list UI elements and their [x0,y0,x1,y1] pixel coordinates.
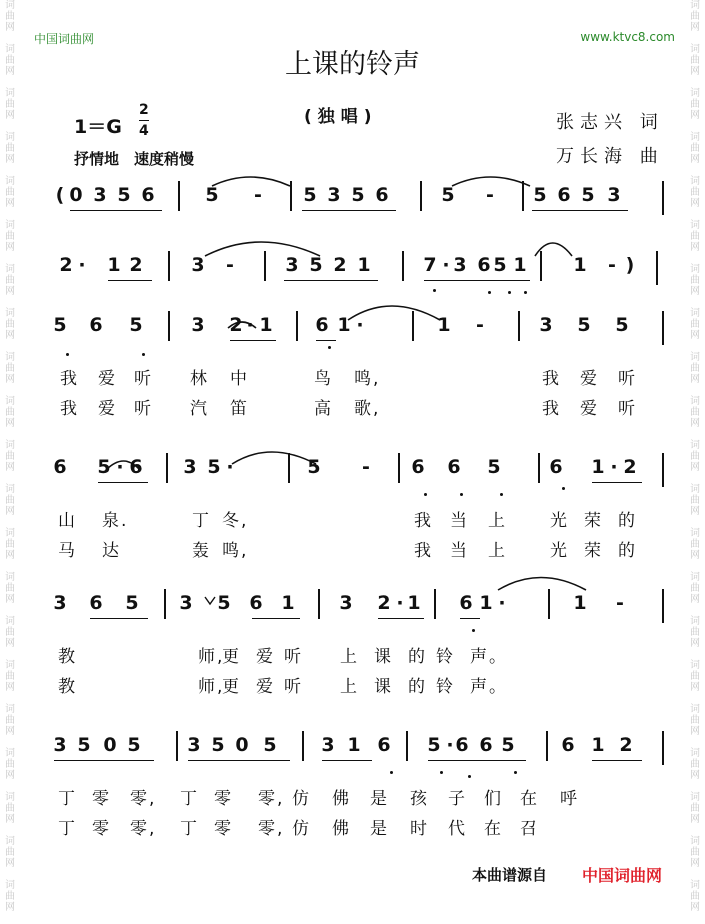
note: - [476,314,484,336]
lyric-syllable: 我 [60,369,79,389]
note: 6 [377,734,391,756]
site-name-left[interactable]: 中国词曲网 [34,32,95,46]
note: 2 [333,254,347,276]
octave-dot [66,353,69,356]
note: 6 [375,184,389,206]
note: · [116,456,124,478]
tie [232,452,316,464]
lyric-syllable: 零 [92,819,111,839]
lyric-syllable: 听 [134,369,153,389]
barline [662,731,664,765]
barline [176,731,178,761]
beam-underline [54,760,154,761]
barline [518,311,520,341]
beam-underline [428,760,526,761]
lyric-syllable: 我 [414,541,433,561]
lyric-syllable: 鸟 [314,369,333,389]
lyric-syllable: 零 [214,789,233,809]
note: 5 [127,734,141,756]
beam-underline [460,618,480,619]
note: 5 [309,254,323,276]
note: - [608,254,616,276]
time-signature [139,100,149,141]
lyric-syllable: 师, [198,647,225,667]
note: 5 [77,734,91,756]
lyric-syllable: 铃 [436,647,455,667]
lyric-syllable: 时 [410,819,429,839]
note: 2 [623,456,637,478]
lyric-syllable: 光 [550,511,569,531]
note: 6 [561,734,575,756]
note: 6 [89,592,103,614]
lyric-syllable: 爱 [580,399,599,419]
lyric-syllable: 更 [222,647,241,667]
barline [540,251,542,281]
lyric-syllable: 课 [374,647,393,667]
lyric-syllable: 轰 [192,541,211,561]
note: 5 [97,456,111,478]
note: 5 [303,184,317,206]
note: 1 [337,314,351,336]
lyric-syllable: 仿 [292,789,311,809]
note: 1 [513,254,527,276]
barline [548,589,550,619]
note: 5 [117,184,131,206]
note: 5 [129,314,143,336]
lyric-syllable: 我 [542,399,561,419]
note: 1 [107,254,121,276]
lyric-syllable: 鸣, [354,369,381,389]
lyric-syllable: 我 [414,511,433,531]
note: · [246,314,254,336]
lyric-syllable: 爱 [98,369,117,389]
barline [288,453,290,483]
note: 0 [103,734,117,756]
lyric-syllable: 中 [230,369,249,389]
lyric-syllable: 爱 [98,399,117,419]
note: 1 [591,734,605,756]
site-url-right[interactable]: www.ktvc8.com [580,30,675,44]
lyric-syllable: 当 [450,541,469,561]
beam-underline [90,618,148,619]
note: 5 [53,314,67,336]
note: 6 [129,456,143,478]
barline [662,311,664,345]
source-label: 本曲谱源自 [472,866,548,884]
lyric-syllable: 听 [284,647,303,667]
beam-underline [322,760,372,761]
lyric-syllable: 零 [214,819,233,839]
note: 3 [179,592,193,614]
barline [406,731,408,761]
composer-credit: 万长海 曲 [556,146,664,167]
note: 3 [191,314,205,336]
note: 2 [129,254,143,276]
note: · [226,456,234,478]
lyric-syllable: 光 [550,541,569,561]
lyric-syllable: 丁 [192,511,211,531]
lyric-syllable: 是 [370,789,389,809]
watermark-left: 词 曲 网 词 曲 网 词 曲 网 词 曲 网 词 曲 网 词 曲 网 词 曲 网 词 曲 网 词 曲 网 词 曲 网 词 曲 网 词 曲 网 词 曲 网 词 曲 网 词 曲 网 词 曲 网 词 曲 网 词 曲 网 词 曲 网 词 曲 网 词 曲 网 [5,0,15,913]
lyric-syllable: 教 [58,647,77,667]
note: 6 [459,592,473,614]
octave-dot [500,493,503,496]
lyric-syllable: 马 [58,541,77,561]
note: 3 [187,734,201,756]
lyric-syllable: 笛 [230,399,249,419]
note: 6 [411,456,425,478]
lyric-syllable: 零, [130,789,157,809]
note: 7 [423,254,437,276]
lyric-syllable: 当 [450,511,469,531]
octave-dot [433,289,436,292]
lyric-syllable: 在 [484,819,503,839]
note: ) [625,254,635,276]
lyric-syllable: 泉. [102,511,129,531]
note: 5 [205,184,219,206]
lyric-syllable: 鸣, [222,541,249,561]
note: 2 [377,592,391,614]
octave-dot [472,629,475,632]
note: 1 [479,592,493,614]
octave-dot [488,291,491,294]
note: 6 [447,456,461,478]
lyric-syllable: 孩 [410,789,429,809]
lyric-syllable: 歌, [354,399,381,419]
octave-dot [142,353,145,356]
note: 0 [69,184,83,206]
lyric-syllable: 爱 [580,369,599,389]
lyric-syllable: 铃 [436,677,455,697]
beam-underline [70,210,162,211]
barline [166,453,168,483]
lyric-syllable: 佛 [332,819,351,839]
note: · [356,314,364,336]
note: 5 [351,184,365,206]
tie [498,578,586,591]
lyric-syllable: 我 [60,399,79,419]
note: 5 [427,734,441,756]
lyric-syllable: 丁 [58,789,77,809]
note: 1 [573,592,587,614]
barline [296,311,298,341]
barline [522,181,524,211]
note: 5 [263,734,277,756]
note: 5 [307,456,321,478]
note: 6 [53,456,67,478]
barline [662,589,664,623]
lyricist-credit: 张志兴 词 [556,112,664,133]
barline [402,251,404,281]
barline [178,181,180,211]
barline [662,181,664,215]
note: 1 [591,456,605,478]
beam-underline [424,280,530,281]
lyric-syllable: 仿 [292,819,311,839]
note: 6 [455,734,469,756]
lyric-syllable: 呼 [560,789,579,809]
lyric-syllable: 的 [618,511,637,531]
lyric-syllable: 荣 [584,541,603,561]
note: ( [55,184,65,206]
barline [656,251,658,285]
note: 5 [125,592,139,614]
lyric-syllable: 零, [258,819,285,839]
note: 2 [59,254,73,276]
note: 6 [479,734,493,756]
lyric-syllable: 教 [58,677,77,697]
beam-underline [188,760,290,761]
watermark-right: 词 曲 网 词 曲 网 词 曲 网 词 曲 网 词 曲 网 词 曲 网 词 曲 网 词 曲 网 词 曲 网 词 曲 网 词 曲 网 词 曲 网 词 曲 网 词 曲 网 词 曲 网 词 曲 网 词 曲 网 词 曲 网 词 曲 网 词 曲 网 词 曲 网 [690,0,700,913]
lyric-syllable: 汽 [190,399,209,419]
note: 3 [53,734,67,756]
lyric-syllable: 是 [370,819,389,839]
barline [538,453,540,483]
source-site-link[interactable]: 中国词曲网 [582,866,663,885]
lyric-syllable: 爱 [256,677,275,697]
octave-dot [424,493,427,496]
note: 3 [453,254,467,276]
note: 3 [285,254,299,276]
note: - [616,592,624,614]
lyric-syllable: 在 [520,789,539,809]
lyric-syllable: 丁 [58,819,77,839]
barline [318,589,320,619]
note: 3 [93,184,107,206]
note: 3 [53,592,67,614]
note: 5 [217,592,231,614]
beam-underline [316,340,336,341]
note: - [486,184,494,206]
note: 5 [487,456,501,478]
lyric-syllable: 声。 [470,647,508,667]
barline [412,311,414,341]
barline [398,453,400,483]
lyric-syllable: 们 [484,789,503,809]
note: 5 [441,184,455,206]
note: - [226,254,234,276]
lyric-syllable: 零 [92,789,111,809]
note: 3 [327,184,341,206]
note: 6 [141,184,155,206]
note: 1 [573,254,587,276]
lyric-syllable: 零, [130,819,157,839]
note: - [254,184,262,206]
lyric-syllable: 丁 [180,789,199,809]
beam-underline [108,280,152,281]
time-bottom: 4 [139,120,149,141]
note: 5 [493,254,507,276]
octave-dot [390,771,393,774]
note: · [396,592,404,614]
note: 2 [229,314,243,336]
octave-dot [562,487,565,490]
lyric-syllable: 更 [222,677,241,697]
lyric-syllable: 子 [448,789,467,809]
note: 5 [615,314,629,336]
lyric-syllable: 听 [134,399,153,419]
note: 6 [89,314,103,336]
beam-underline [302,210,396,211]
lyric-syllable: 我 [542,369,561,389]
octave-dot [514,771,517,774]
note: 1 [259,314,273,336]
note: 3 [539,314,553,336]
note: 3 [321,734,335,756]
beam-underline [284,280,378,281]
song-title: 上课的铃声 [285,49,420,80]
lyric-syllable: 冬, [222,511,249,531]
barline [434,589,436,619]
note: 6 [249,592,263,614]
beam-underline [378,618,424,619]
lyric-syllable: 山 [58,511,77,531]
note: 3 [339,592,353,614]
note: · [610,456,618,478]
note: 6 [549,456,563,478]
beam-underline [592,760,642,761]
lyric-syllable: 爱 [256,647,275,667]
note: 2 [619,734,633,756]
lyric-syllable: 上 [488,541,507,561]
note: 1 [347,734,361,756]
barline [168,311,170,341]
lyric-syllable: 林 [190,369,209,389]
lyric-syllable: 课 [374,677,393,697]
note: 6 [557,184,571,206]
lyric-syllable: 荣 [584,511,603,531]
barline [168,251,170,281]
note: 5 [533,184,547,206]
note: 5 [211,734,225,756]
note: 5 [501,734,515,756]
note: 1 [281,592,295,614]
lyric-syllable: 听 [618,369,637,389]
note: - [362,456,370,478]
note: · [442,254,450,276]
beam-underline [532,210,628,211]
octave-dot [440,771,443,774]
lyric-syllable: 召 [520,819,539,839]
lyric-syllable: 高 [314,399,333,419]
lyric-syllable: 听 [284,677,303,697]
octave-dot [328,346,331,349]
beam-underline [592,482,642,483]
note: 0 [235,734,249,756]
tempo-marking: 抒情地 速度稍慢 [74,150,195,168]
time-top: 2 [139,102,149,118]
lyric-syllable: 上 [488,511,507,531]
barline [302,731,304,761]
barline [662,453,664,487]
lyric-syllable: 代 [448,819,467,839]
note: 5 [207,456,221,478]
note: · [78,254,86,276]
beam-underline [98,482,148,483]
lyric-syllable: 的 [618,541,637,561]
note: 3 [191,254,205,276]
barline [264,251,266,281]
barline [164,589,166,619]
note: 5 [581,184,595,206]
octave-dot [468,775,471,778]
note: · [446,734,454,756]
lyric-syllable: 佛 [332,789,351,809]
lyric-syllable: 听 [618,399,637,419]
lyric-syllable: 零, [258,789,285,809]
lyric-syllable: 声。 [470,677,508,697]
beam-underline [230,340,276,341]
lyric-syllable: 达 [102,541,121,561]
lyric-syllable: 的 [408,647,427,667]
octave-dot [460,493,463,496]
lyric-syllable: 丁 [180,819,199,839]
lyric-syllable: 上 [340,647,359,667]
lyric-syllable: 师, [198,677,225,697]
barline [290,181,292,211]
barline [420,181,422,211]
note: · [498,592,506,614]
note: 6 [315,314,329,336]
lyric-syllable: 上 [340,677,359,697]
barline [546,731,548,761]
octave-dot [508,291,511,294]
key-signature: 1＝G [74,116,122,138]
note: 3 [183,456,197,478]
note: 1 [407,592,421,614]
note: 5 [577,314,591,336]
lyric-syllable: 的 [408,677,427,697]
note: 6 [477,254,491,276]
note: 3 [607,184,621,206]
octave-dot [524,291,527,294]
performance-style: (独唱) [304,107,378,127]
note: 1 [437,314,451,336]
breath-mark [205,597,215,604]
beam-underline [252,618,300,619]
note: 1 [357,254,371,276]
